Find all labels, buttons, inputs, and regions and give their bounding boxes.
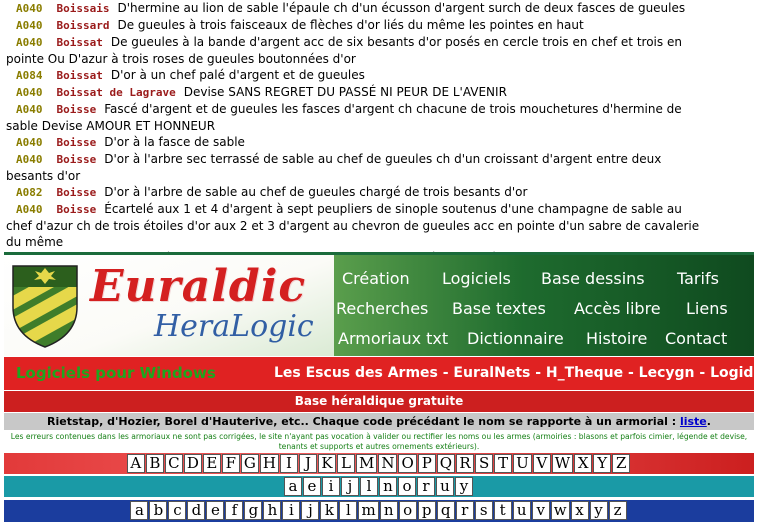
blazon-text: De gueules à trois faisceaux de flèches d'or liés du même les pointes en haut xyxy=(117,18,584,32)
letter-button-particle[interactable]: l xyxy=(360,477,378,496)
armorial-code[interactable]: A040 xyxy=(16,86,43,99)
letter-button-upper[interactable]: S xyxy=(475,454,493,473)
letter-button-lower[interactable]: t xyxy=(494,501,512,520)
letter-button-lower[interactable]: h xyxy=(263,501,281,520)
main-navigation xyxy=(334,255,754,359)
nav-logiciels[interactable]: Logiciels xyxy=(442,269,511,288)
notice-text: Rietstap, d'Hozier, Borel d'Hauterive, etc.. Chaque code précédant le nom se rapporte à un armorial : xyxy=(47,415,680,428)
letter-button-lower[interactable]: e xyxy=(206,501,224,520)
armorial-list xyxy=(0,0,758,249)
family-name[interactable]: Boissat de Lagrave xyxy=(56,86,176,99)
letter-button-upper[interactable]: B xyxy=(146,454,164,473)
letter-button-lower[interactable]: o xyxy=(399,501,417,520)
free-base-title: Base héraldique gratuite xyxy=(4,391,754,412)
letter-button-particle[interactable]: o xyxy=(398,477,416,496)
armorial-entry xyxy=(0,151,758,184)
armorial-entry xyxy=(0,184,758,201)
letter-button-upper[interactable]: V xyxy=(533,454,551,473)
logo-heralogic[interactable]: HeraLogic xyxy=(154,309,314,344)
letter-button-upper[interactable]: I xyxy=(280,454,298,473)
letter-button-upper[interactable]: K xyxy=(318,454,336,473)
blazon-text: Fascé d'argent et de gueules les fasces d'argent ch chacune de trois mouchetures d'hermine de sable Devise AMOUR ET HONNEUR xyxy=(6,102,682,133)
letter-button-upper[interactable]: Q xyxy=(437,454,455,473)
letter-button-particle[interactable]: i xyxy=(322,477,340,496)
letter-button-lower[interactable]: f xyxy=(225,501,243,520)
letter-button-lower[interactable]: v xyxy=(532,501,550,520)
armorial-code[interactable]: A040 xyxy=(16,153,43,166)
nav-armoriaux-txt[interactable]: Armoriaux txt xyxy=(338,329,449,348)
nav-base-textes[interactable]: Base textes xyxy=(452,299,546,318)
blazon-text: D'or à l'arbre sec terrassé de sable au chef de gueules ch d'un croissant d'argent entre deux besants d'or xyxy=(6,152,662,183)
letter-button-lower[interactable]: m xyxy=(358,501,378,520)
armorial-entry xyxy=(0,134,758,151)
letter-index-lowercase-particles xyxy=(4,476,754,497)
armorial-code[interactable]: A084 xyxy=(16,69,43,82)
letter-button-upper[interactable]: Z xyxy=(612,454,630,473)
letter-button-upper[interactable]: J xyxy=(299,454,317,473)
letter-button-upper[interactable]: G xyxy=(241,454,259,473)
letter-button-lower[interactable]: r xyxy=(456,501,474,520)
letter-button-lower[interactable]: g xyxy=(244,501,262,520)
letter-button-upper[interactable]: A xyxy=(127,454,145,473)
armorial-code[interactable]: A040 xyxy=(16,136,43,149)
letter-button-particle[interactable]: y xyxy=(455,477,473,496)
letter-button-upper[interactable]: L xyxy=(337,454,355,473)
letter-button-lower[interactable]: a xyxy=(130,501,148,520)
letter-button-particle[interactable]: u xyxy=(436,477,454,496)
family-name[interactable]: Boissais xyxy=(56,2,110,15)
logo-euraldic[interactable]: Euraldic xyxy=(90,261,307,312)
letter-button-lower[interactable]: x xyxy=(571,501,589,520)
logo-area xyxy=(4,255,334,359)
letter-button-lower[interactable]: q xyxy=(437,501,455,520)
letter-button-lower[interactable]: w xyxy=(551,501,570,520)
nav-recherches[interactable]: Recherches xyxy=(336,299,429,318)
letter-button-lower[interactable]: l xyxy=(339,501,357,520)
letter-button-lower[interactable]: i xyxy=(282,501,300,520)
armorial-entry xyxy=(0,67,758,84)
blazon-text: D'or à un chef palé d'argent et de gueules xyxy=(110,68,365,82)
notice-end: . xyxy=(706,415,711,428)
armorial-entry xyxy=(0,201,758,250)
family-name[interactable]: Boisse xyxy=(56,186,97,199)
letter-button-upper[interactable]: H xyxy=(260,454,279,473)
letter-button-lower[interactable]: p xyxy=(418,501,436,520)
letter-button-upper[interactable]: D xyxy=(184,454,202,473)
family-name[interactable]: Boissard xyxy=(56,19,110,32)
armorial-code[interactable]: A040 xyxy=(16,2,43,15)
armorial-code[interactable]: A040 xyxy=(16,19,43,32)
family-name[interactable]: Boisse xyxy=(56,203,97,216)
letter-button-upper[interactable]: E xyxy=(203,454,221,473)
heraldic-shield-icon xyxy=(10,263,80,349)
armorial-code[interactable]: A040 xyxy=(16,103,43,116)
family-name[interactable]: Boissat xyxy=(56,69,103,82)
letter-button-lower[interactable]: d xyxy=(187,501,205,520)
armorial-entry xyxy=(0,34,758,67)
blazon-text: De gueules à la bande d'argent acc de six besants d'or posés en cercle trois en chef et trois en pointe Ou D'azur à trois roses de gueules boutonnées d'or xyxy=(6,35,682,66)
armorial-code[interactable]: A040 xyxy=(16,36,43,49)
letter-index-uppercase xyxy=(4,453,754,474)
letter-button-lower[interactable]: y xyxy=(590,501,608,520)
letter-button-upper[interactable]: C xyxy=(165,454,183,473)
letter-button-particle[interactable]: n xyxy=(379,477,397,496)
letter-button-lower[interactable]: b xyxy=(149,501,167,520)
armorial-list-link[interactable]: liste xyxy=(679,415,707,428)
software-links[interactable]: Les Escus des Armes - EuralNets - H_Theque - Lecygn - Logidess xyxy=(274,365,780,381)
family-name[interactable]: Boisse xyxy=(56,136,97,149)
nav-creation[interactable]: Création xyxy=(342,269,410,288)
family-name[interactable]: Boisse xyxy=(56,153,97,166)
nav-tarifs[interactable]: Tarifs xyxy=(677,269,719,288)
letter-button-lower[interactable]: z xyxy=(609,501,627,520)
software-title[interactable]: Logiciels pour Windows xyxy=(16,364,216,382)
letter-button-upper[interactable]: U xyxy=(513,454,532,473)
software-bar xyxy=(4,356,780,390)
letter-button-lower[interactable]: c xyxy=(168,501,186,520)
letter-button-upper[interactable]: T xyxy=(494,454,512,473)
nav-histoire[interactable]: Histoire xyxy=(586,329,648,348)
letter-button-lower[interactable]: n xyxy=(380,501,398,520)
letter-button-upper[interactable]: R xyxy=(456,454,474,473)
nav-liens[interactable]: Liens xyxy=(686,299,728,318)
blazon-text: Devise SANS REGRET DU PASSÉ NI PEUR DE L'AVENIR xyxy=(183,85,507,99)
armorial-entry xyxy=(0,84,758,101)
letter-button-particle[interactable]: e xyxy=(303,477,321,496)
letter-button-lower[interactable]: u xyxy=(513,501,531,520)
blazon-text: Écartelé aux 1 et 4 d'argent à sept peupliers de sinople soutenus d'une champagne de sable au chef d'azur ch de trois étoiles d'or aux 2 et 3 d'argent au chevron de gueules acc en pointe d'un sabre de cavalerie du même xyxy=(6,202,700,249)
letter-button-particle[interactable]: r xyxy=(417,477,435,496)
letter-button-lower[interactable]: s xyxy=(475,501,493,520)
armorial-entry xyxy=(0,101,758,134)
armorial-code[interactable]: A082 xyxy=(16,186,43,199)
armorial-code[interactable]: A040 xyxy=(16,203,43,216)
letter-button-particle[interactable]: j xyxy=(341,477,359,496)
letter-button-upper[interactable]: P xyxy=(418,454,436,473)
disclaimer-text: Les erreurs contenues dans les armoriaux ne sont pas corrigées, le site n'ayant pas vocation à valider ou rectifier les noms ou les armes (armoiries : blasons et parfois cimier, légende et devise, tenants et supports et autres ornements extérieurs). xyxy=(4,431,754,453)
armorial-entry xyxy=(0,0,758,17)
letter-button-upper[interactable]: Y xyxy=(593,454,611,473)
letter-button-upper[interactable]: W xyxy=(552,454,573,473)
family-name[interactable]: Boisse xyxy=(56,103,97,116)
letter-button-upper[interactable]: N xyxy=(378,454,397,473)
letter-button-upper[interactable]: O xyxy=(398,454,416,473)
letter-button-upper[interactable]: X xyxy=(574,454,592,473)
armorial-notice xyxy=(4,413,754,430)
family-name[interactable]: Boissat xyxy=(56,36,103,49)
letter-button-lower[interactable]: j xyxy=(301,501,319,520)
letter-button-particle[interactable]: a xyxy=(284,477,302,496)
armorial-entry xyxy=(0,17,758,34)
letter-button-upper[interactable]: F xyxy=(222,454,240,473)
letter-button-lower[interactable]: k xyxy=(320,501,338,520)
blazon-text: D'hermine au lion de sable l'épaule ch d'un écusson d'argent surch de deux fasces de gueules xyxy=(117,1,686,15)
nav-acces-libre[interactable]: Accès libre xyxy=(574,299,661,318)
blazon-text: D'or à la fasce de sable xyxy=(104,135,245,149)
nav-contact[interactable]: Contact xyxy=(665,329,728,348)
letter-button-upper[interactable]: M xyxy=(356,454,377,473)
blazon-text: D'or à l'arbre de sable au chef de gueules chargé de trois besants d'or xyxy=(104,185,528,199)
site-banner xyxy=(4,252,754,356)
nav-base-dessins[interactable]: Base dessins xyxy=(541,269,645,288)
letter-index-lowercase xyxy=(4,500,754,522)
nav-dictionnaire[interactable]: Dictionnaire xyxy=(467,329,564,348)
